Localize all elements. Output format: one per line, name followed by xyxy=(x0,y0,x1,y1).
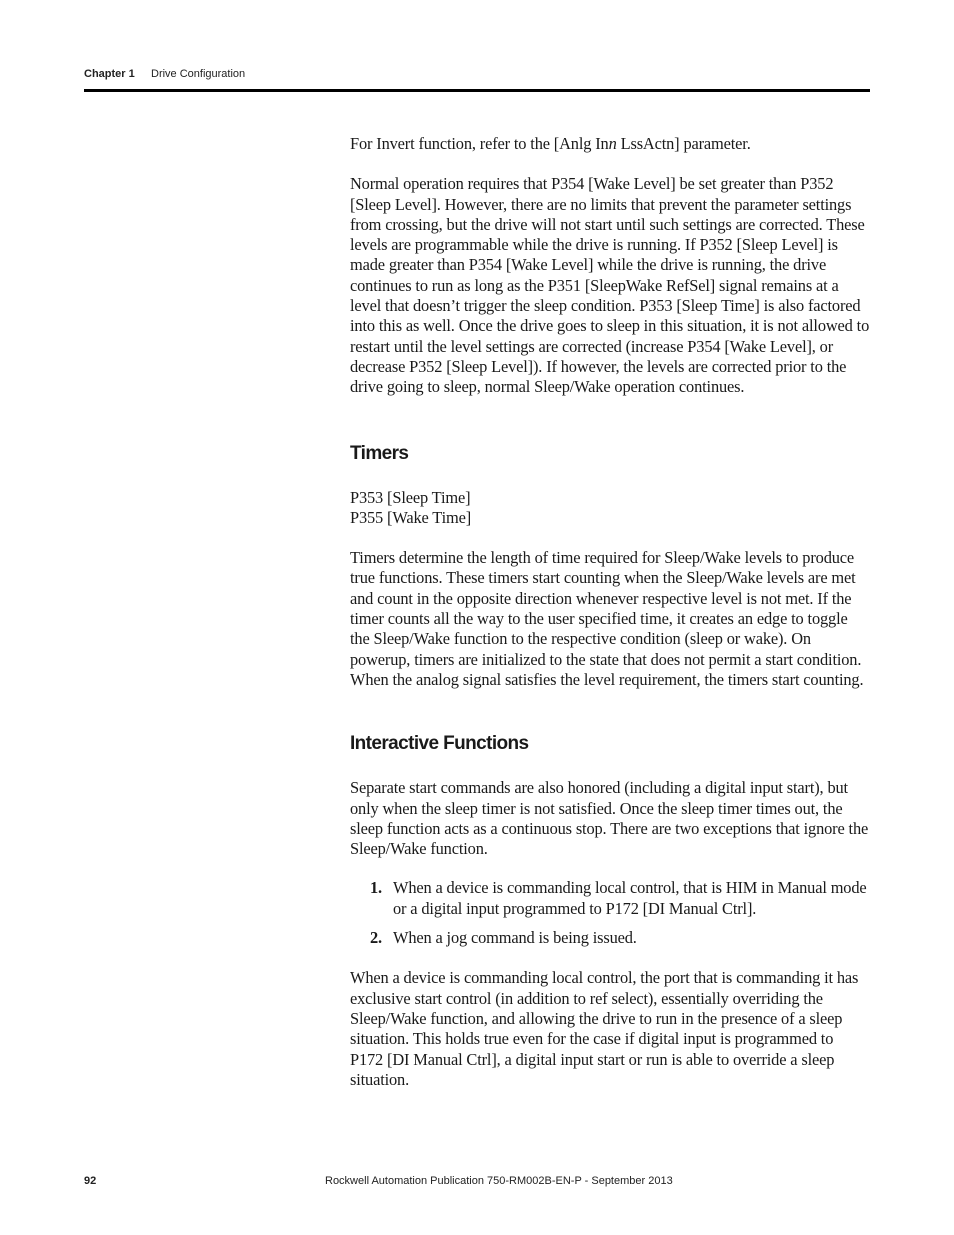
invert-text-end: LssActn] parameter. xyxy=(616,134,751,153)
list-item-text: When a jog command is being issued. xyxy=(393,928,637,948)
list-number: 1. xyxy=(370,878,382,898)
list-item xyxy=(350,878,870,919)
publication-info: Rockwell Automation Publication 750-RM002B-EN-P - September 2013 xyxy=(325,1175,673,1187)
main-content xyxy=(350,134,870,1090)
invert-text-start: For Invert function, refer to the [Anlg In xyxy=(350,134,609,153)
closing-paragraph: When a device is commanding local control, the port that is commanding it has exclusive start control (in addition to ref select), essentially overriding the Sleep/Wake function, and allowing the drive to run in the presence of a sleep situation. This holds true even for the case if digital input is programmed to P172 [DI Manual Ctrl], a digital input start or run is able to override a sleep situation. xyxy=(350,968,859,1089)
list-number: 2. xyxy=(370,928,382,948)
invert-variable: n xyxy=(608,134,617,153)
interactive-paragraph: Separate start commands are also honored (including a digital input start), but only when the sleep timer is not satisfied. Once the sleep timer times out, the sleep function acts as a continuous stop. There are two exceptions that ignore the Sleep/Wake function. xyxy=(350,778,869,859)
invert-paragraph xyxy=(350,134,870,154)
timers-parameter-list xyxy=(350,488,870,529)
list-item-text: When a device is commanding local control, that is HIM in Manual mode or a digital input programmed to P172 [DI Manual Ctrl]. xyxy=(393,878,867,918)
chapter-label: Chapter 1 xyxy=(84,68,135,80)
param-wake-time: P355 [Wake Time] xyxy=(350,507,472,527)
page-footer xyxy=(84,1175,870,1191)
timers-heading: Timers xyxy=(350,442,409,464)
normal-operation-paragraph: Normal operation requires that P354 [Wake Level] be set greater than P352 [Sleep Level]. However, there are no limits that prevent the parameter settings from crossing, but the drive will not start until such settings are corrected. These levels are programmable while the drive is running. If P352 [Sleep Level] is made greater than P354 [Wake Level] while the drive is running, the drive continues to run as long as the P351 [SleepWake RefSel] signal remains at a level that doesn’t trigger the sleep condition. P353 [Sleep Time] is also factored into this as well. Once the drive goes to sleep in this situation, it is not allowed to restart until the level settings are corrected (increase P354 [Wake Level], or decrease P352 [Sleep Level]). If however, the levels are corrected prior to the drive going to sleep, normal Sleep/Wake operation continues. xyxy=(350,174,870,397)
list-item xyxy=(350,928,870,948)
header-rule xyxy=(84,89,870,92)
page-header xyxy=(84,66,870,82)
section-title: Drive Configuration xyxy=(151,68,246,80)
exceptions-list xyxy=(350,878,870,948)
page-number: 92 xyxy=(84,1175,97,1187)
param-sleep-time: P353 [Sleep Time] xyxy=(350,487,471,507)
interactive-functions-heading: Interactive Functions xyxy=(350,733,529,755)
timers-paragraph: Timers determine the length of time required for Sleep/Wake levels to produce true functions. These timers start counting when the Sleep/Wake levels are met and count in the opposite direction whenever respective level is not met. If the timer counts all the way to the user specified time, it creates an edge to toggle the Sleep/Wake function to the respective condition (sleep or wake). On powerup, timers are initialized to the state that does not permit a start condition. When the analog signal satisfies the level requirement, the timers start counting. xyxy=(350,548,864,689)
